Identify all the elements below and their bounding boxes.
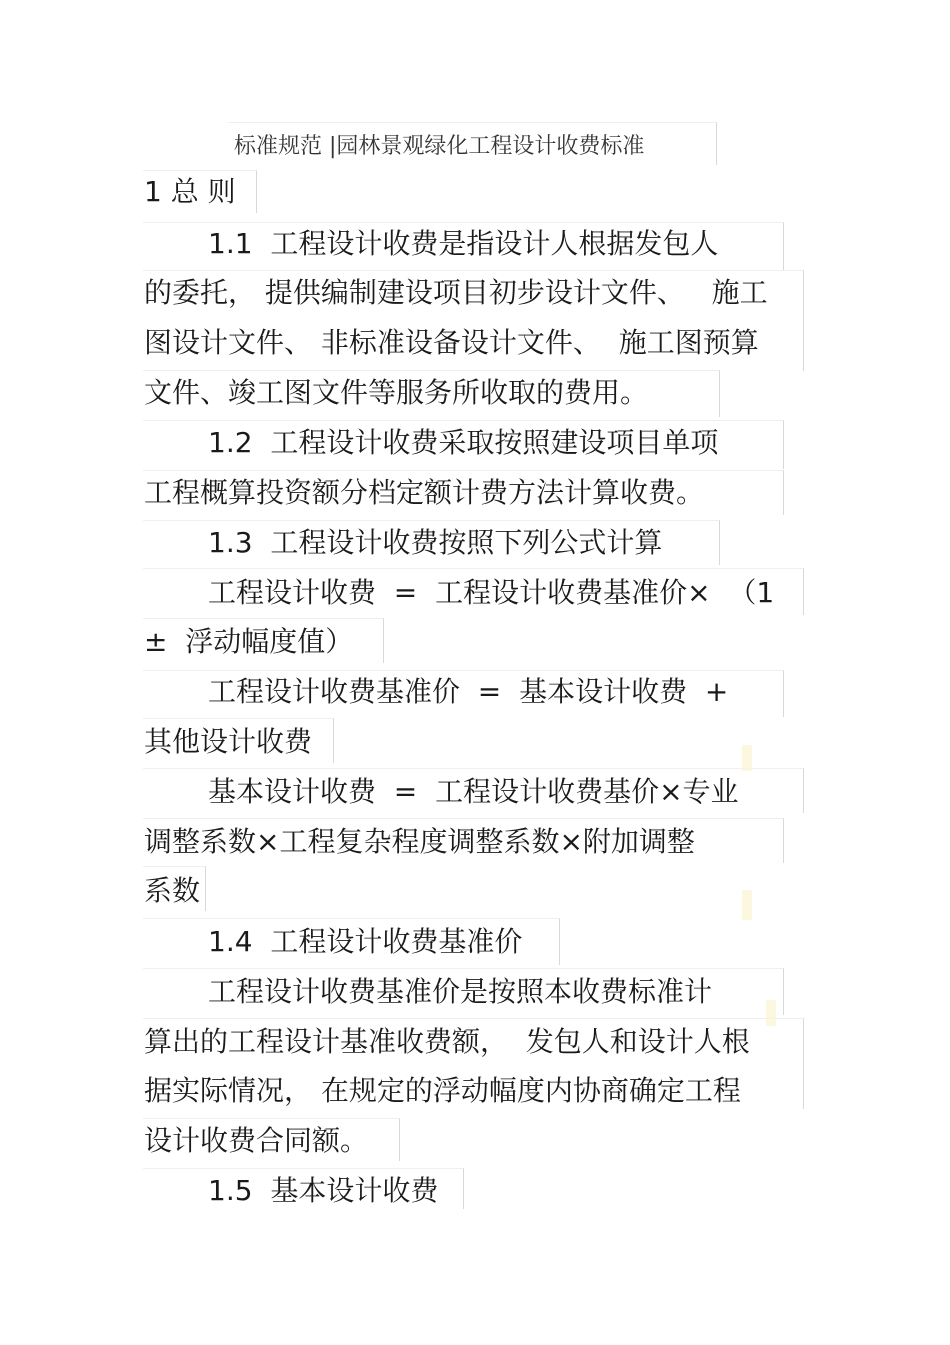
- paragraph-line: 1.3 工程设计收费按照下列公式计算: [208, 526, 663, 559]
- formula-line: 工程设计收费 = 工程设计收费基准价× （1: [208, 576, 775, 609]
- formula-line: 工程设计收费基准价 = 基本设计收费 +: [208, 675, 729, 708]
- formula-line: 其他设计收费: [144, 725, 313, 758]
- paragraph-line: 的委托， 提供编制建设项目初步设计文件、 施工: [144, 276, 768, 309]
- scan-artifact: [742, 745, 752, 771]
- scan-artifact: [742, 890, 752, 920]
- paragraph-line: 算出的工程设计基准收费额， 发包人和设计人根: [144, 1025, 750, 1058]
- paragraph-line: 工程设计收费基准价是按照本收费标准计: [208, 975, 713, 1008]
- paragraph-line: 1.4 工程设计收费基准价: [208, 925, 523, 958]
- paragraph-line: 据实际情况， 在规定的浮动幅度内协商确定工程: [144, 1074, 741, 1107]
- scan-artifact: [766, 1000, 776, 1026]
- paragraph-line: 文件、竣工图文件等服务所收取的费用。: [144, 376, 649, 409]
- formula-line: 基本设计收费 = 工程设计收费基价×专业: [208, 775, 739, 808]
- page-header: 标准规范 |园林景观绿化工程设计收费标准: [234, 134, 645, 159]
- paragraph-line: 1.1 工程设计收费是指设计人根据发包人: [208, 227, 719, 260]
- formula-line: 调整系数×工程复杂程度调整系数×附加调整: [144, 825, 695, 858]
- paragraph-line: 图设计文件、 非标准设备设计文件、 施工图预算: [144, 326, 759, 359]
- section-title: 1 总 则: [144, 175, 236, 208]
- formula-line: 系数: [144, 874, 201, 907]
- paragraph-line: 1.2 工程设计收费采取按照建设项目单项: [208, 426, 719, 459]
- formula-line: ± 浮动幅度值）: [144, 625, 354, 658]
- paragraph-line: 1.5 基本设计收费: [208, 1174, 439, 1207]
- paragraph-line: 设计收费合同额。: [144, 1124, 369, 1157]
- paragraph-line: 工程概算投资额分档定额计费方法计算收费。: [144, 476, 705, 509]
